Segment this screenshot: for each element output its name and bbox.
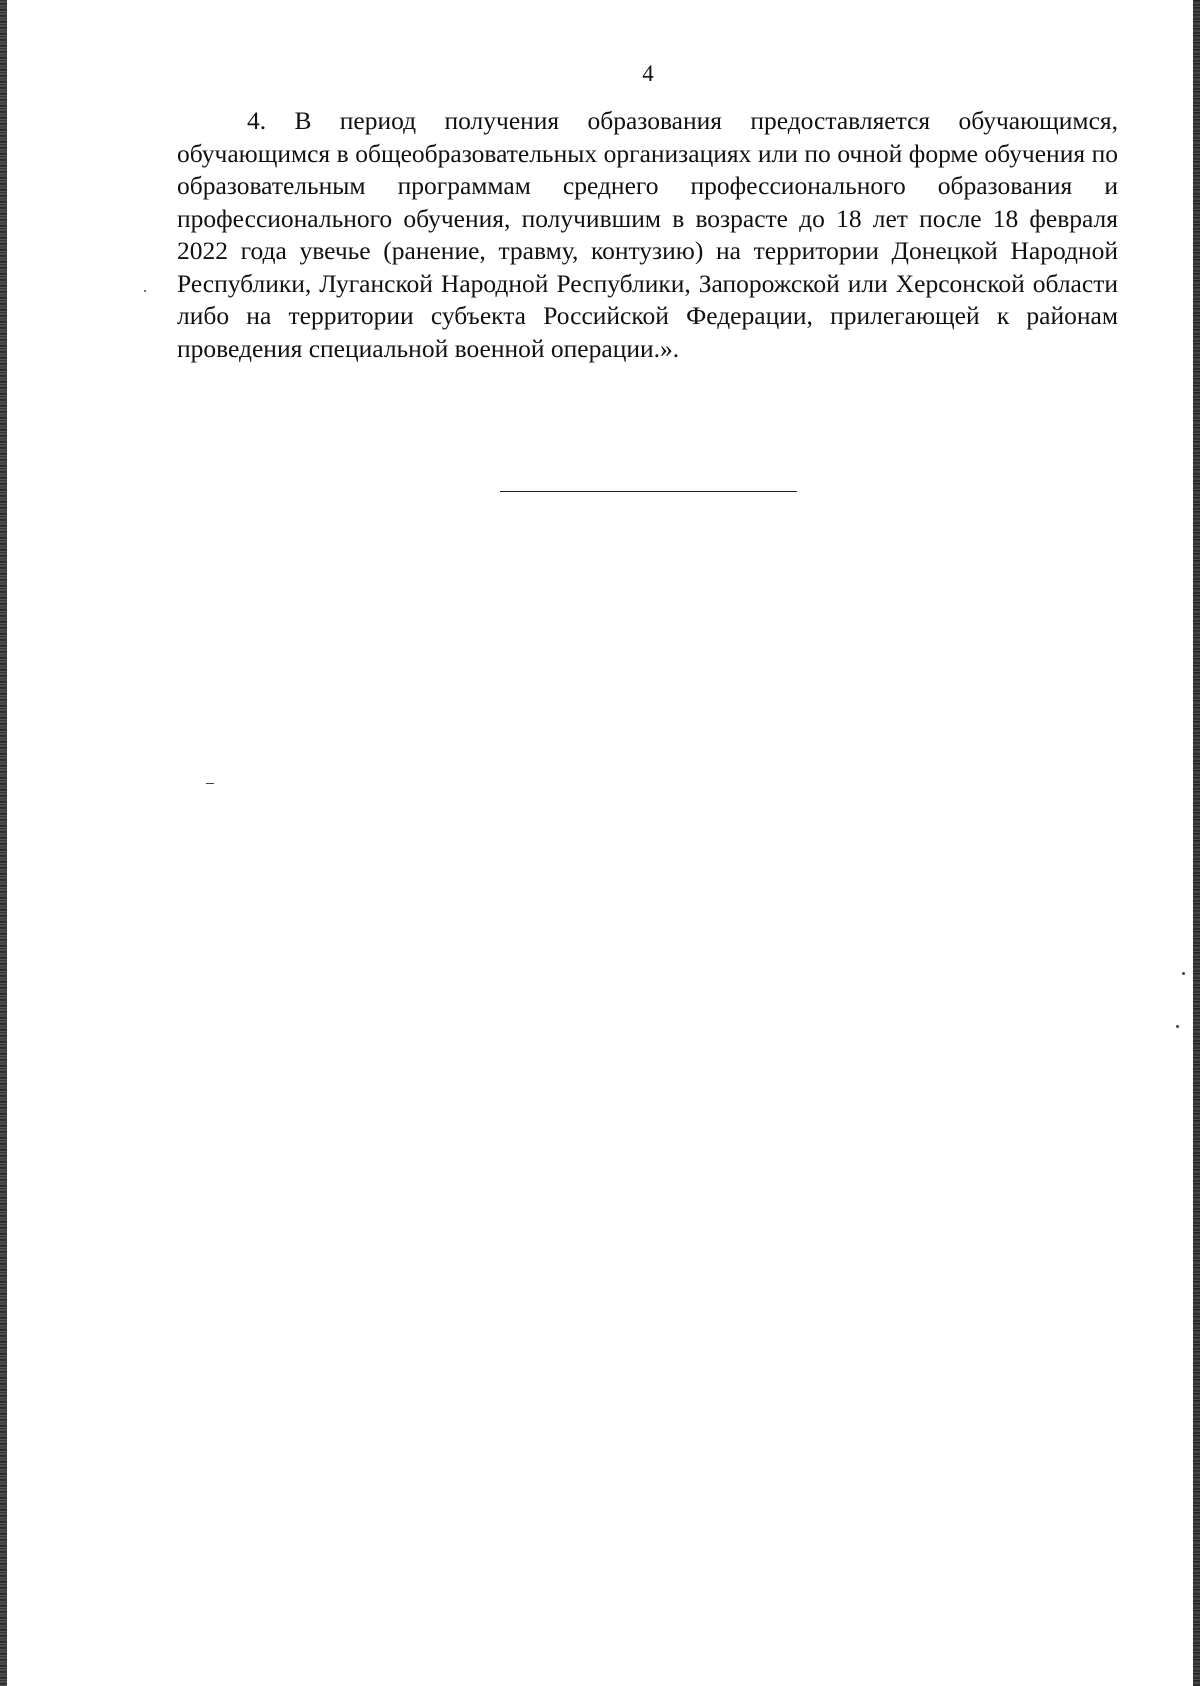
paragraph-4: 4. В период получения образования предоставляется обучающимся, обучающимся в общеобразовательных организациях или по очной форме обучения по образовательным программам среднего профессионального образования и профессионального обучения, получившим в возрасте до 18 лет после 18 февраля 2022 года увечье (ранение, травму, контузию) на территории Донецкой Народной Республики, Луганской Народной Республики, Запорожской или Херсонской области либо на территории субъекта Российской Федерации, прилегающей к районам проведения специальной военной операции.». (177, 106, 1118, 363)
scan-speck (144, 290, 146, 292)
page-number: 4 (642, 61, 654, 86)
scan-speck (1182, 972, 1185, 975)
scan-speck (206, 783, 214, 784)
scan-speck (1176, 1025, 1179, 1028)
scan-edge-right (1193, 0, 1200, 1686)
closing-rule (500, 491, 797, 492)
scan-edge-left (0, 0, 7, 1686)
